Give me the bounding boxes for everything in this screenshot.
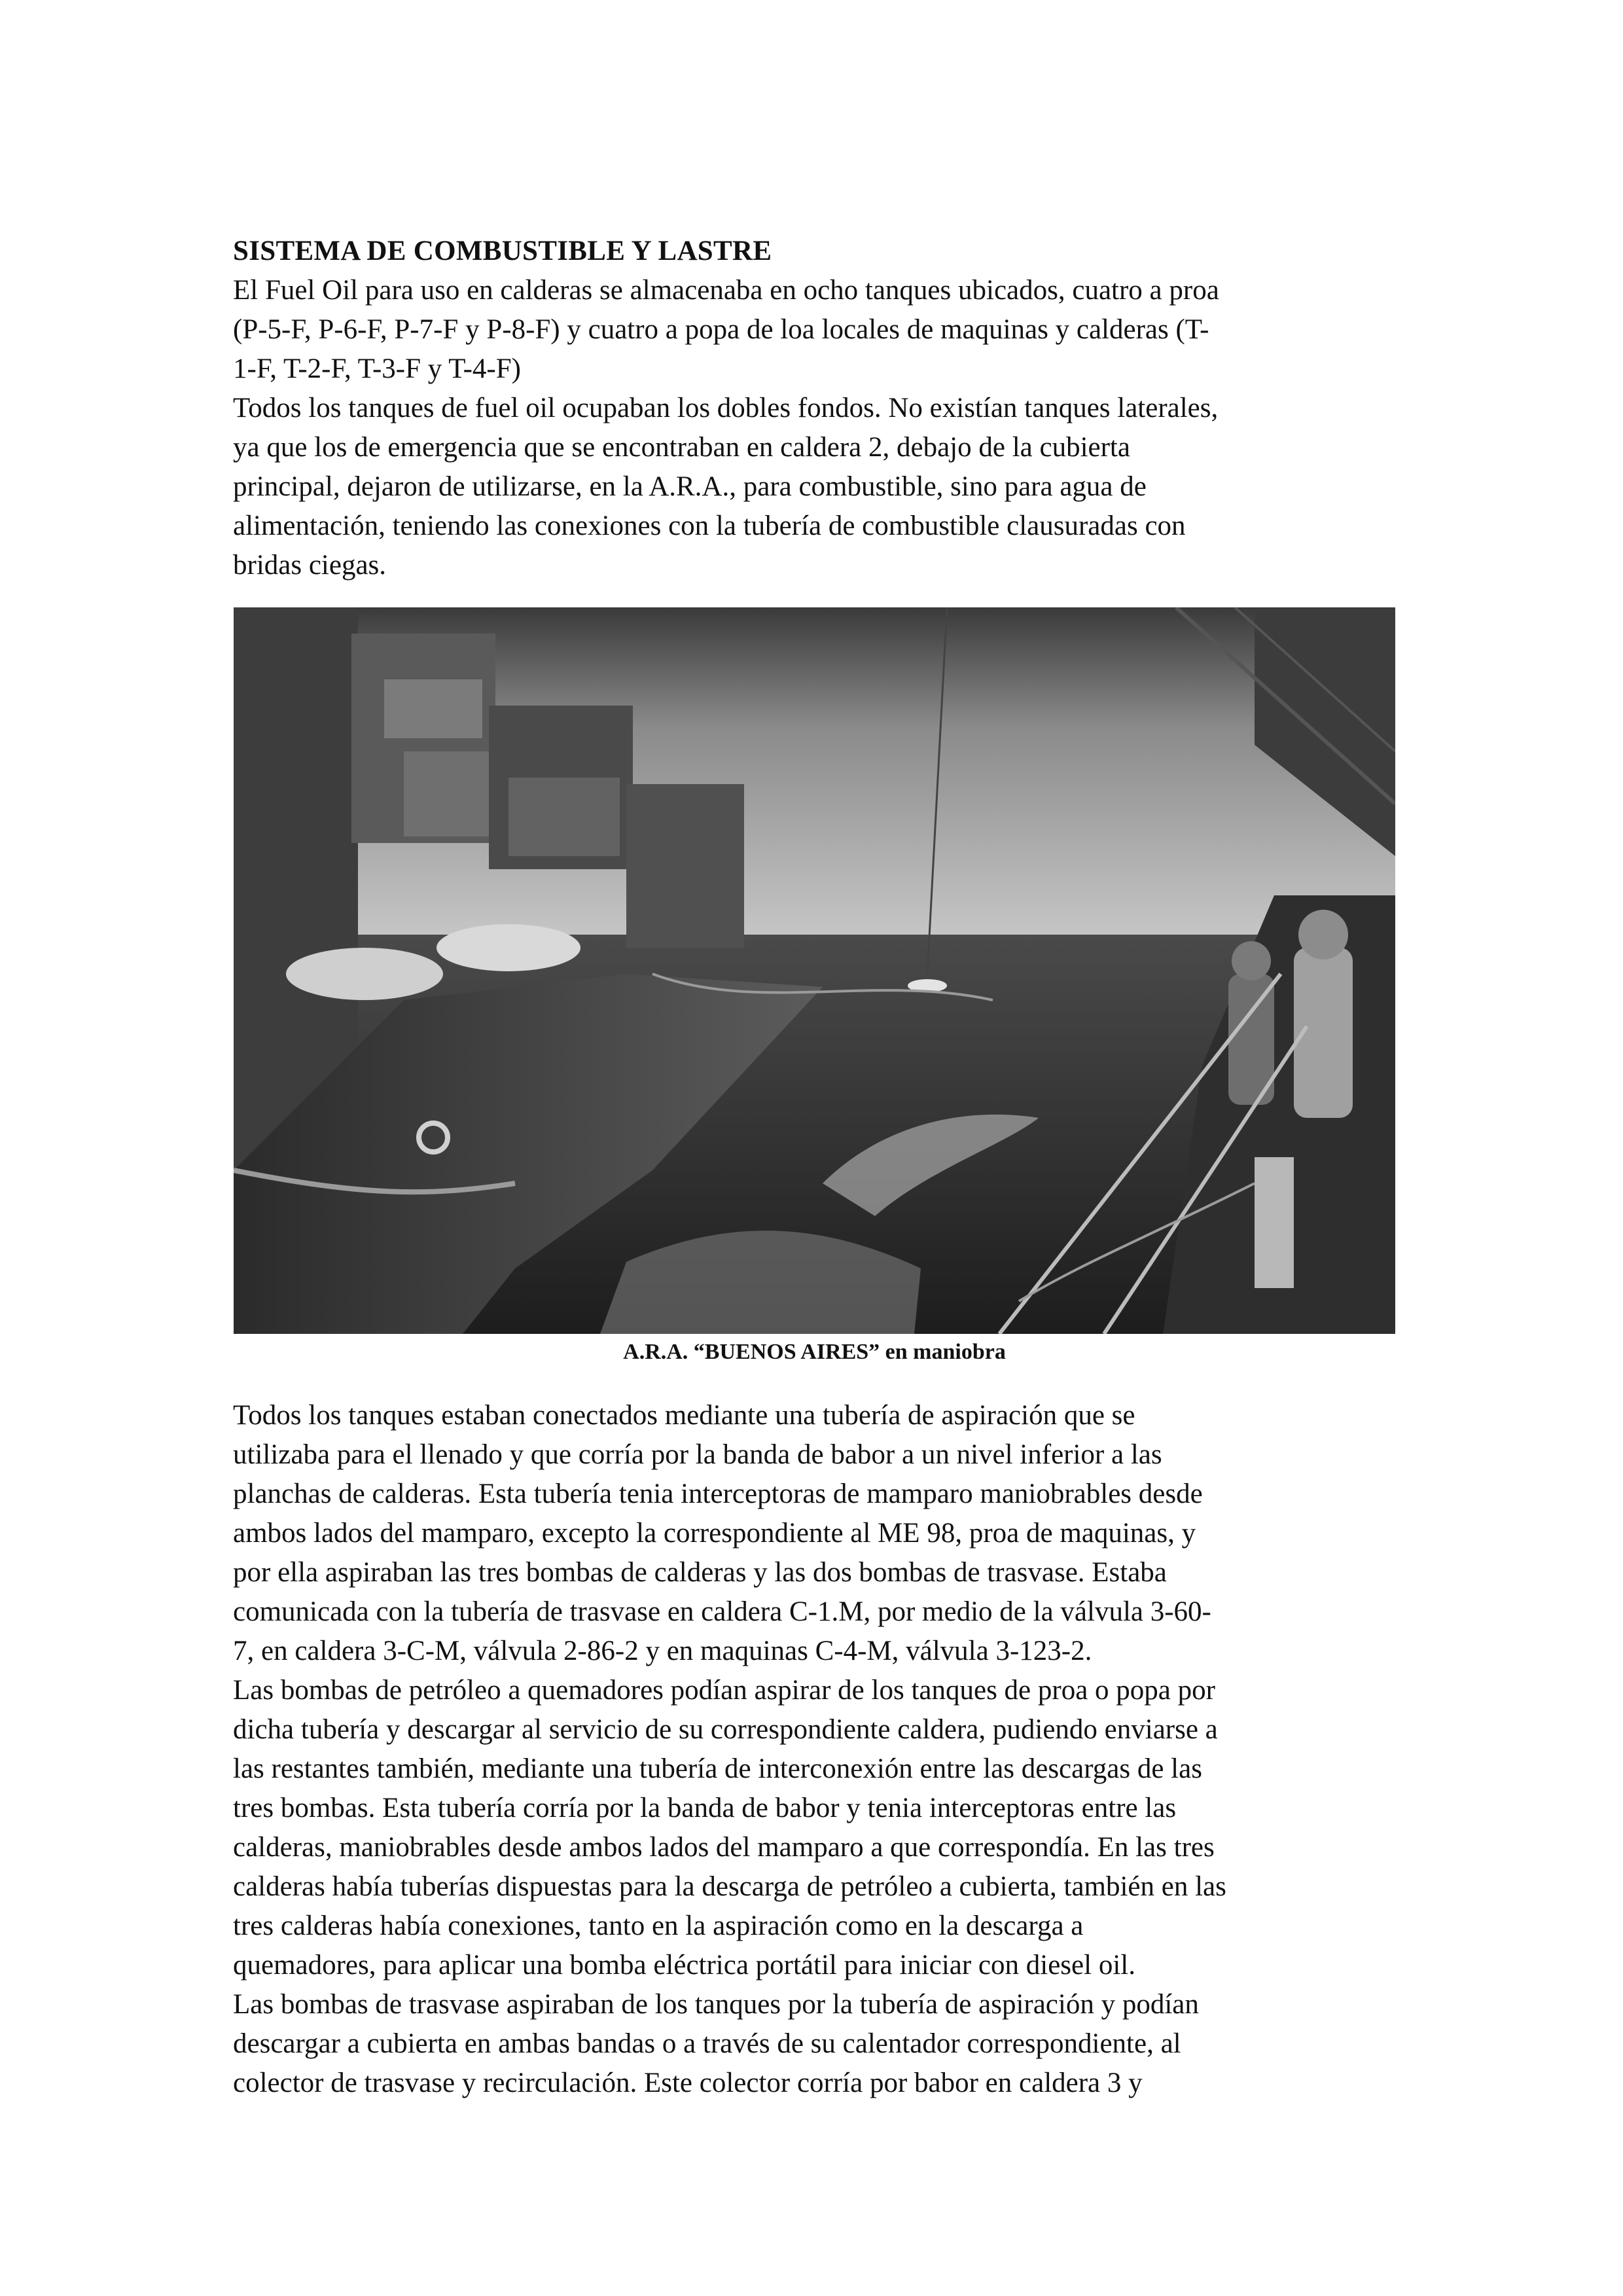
text-line: ambos lados del mamparo, excepto la correspondiente al ME 98, proa de maquinas, y bbox=[233, 1518, 1196, 1549]
text-line: planchas de calderas. Esta tubería tenia interceptoras de mamparo maniobrables desde bbox=[233, 1479, 1203, 1509]
text-line: Todos los tanques estaban conectados mediante una tubería de aspiración que se bbox=[233, 1400, 1135, 1431]
text-line: Todos los tanques de fuel oil ocupaban los dobles fondos. No existían tanques laterales, bbox=[233, 393, 1219, 423]
text-line: por ella aspiraban las tres bombas de calderas y las dos bombas de trasvase. Estaba bbox=[233, 1557, 1167, 1588]
text-line: El Fuel Oil para uso en calderas se almacenaba en ocho tanques ubicados, cuatro a proa bbox=[233, 275, 1219, 306]
text-line: calderas, maniobrables desde ambos lados del mamparo a que correspondía. En las tres bbox=[233, 1832, 1215, 1863]
text-line: 1-F, T-2-F, T-3-F y T-4-F) bbox=[233, 353, 521, 384]
text-line: (P-5-F, P-6-F, P-7-F y P-8-F) y cuatro a popa de loa locales de maquinas y calderas (T- bbox=[233, 314, 1209, 345]
text-line: utilizaba para el llenado y que corría por la banda de babor a un nivel inferior a las bbox=[233, 1439, 1162, 1470]
text-line: comunicada con la tubería de trasvase en caldera C-1.M, por medio de la válvula 3-60- bbox=[233, 1596, 1211, 1627]
text-line: Las bombas de petróleo a quemadores podían aspirar de los tanques de proa o popa por bbox=[233, 1675, 1215, 1706]
text-line: colector de trasvase y recirculación. Este colector corría por babor en caldera 3 y bbox=[233, 2068, 1143, 2098]
text-line: ya que los de emergencia que se encontraban en caldera 2, debajo de la cubierta bbox=[233, 432, 1130, 463]
text-line: calderas había tuberías dispuestas para la descarga de petróleo a cubierta, también en las bbox=[233, 1871, 1226, 1902]
text-line: quemadores, para aplicar una bomba eléctrica portátil para iniciar con diesel oil. bbox=[233, 1950, 1135, 1981]
text-line: bridas ciegas. bbox=[233, 550, 387, 581]
text-line: dicha tubería y descargar al servicio de su correspondiente caldera, pudiendo enviarse a bbox=[233, 1714, 1218, 1745]
body-paragraph bbox=[233, 1396, 1398, 2103]
text-line: las restantes también, mediante una tubería de interconexión entre las descargas de las bbox=[233, 1753, 1202, 1784]
section-heading: SISTEMA DE COMBUSTIBLE Y LASTRE bbox=[233, 236, 772, 266]
text-line: descargar a cubierta en ambas bandas o a través de su calentador correspondiente, al bbox=[233, 2028, 1181, 2059]
ship-photograph bbox=[234, 607, 1395, 1334]
text-line: tres calderas había conexiones, tanto en la aspiración como en la descarga a bbox=[233, 1910, 1084, 1941]
text-line: Las bombas de trasvase aspiraban de los tanques por la tubería de aspiración y podían bbox=[233, 1989, 1199, 2020]
intro-paragraph bbox=[233, 271, 1398, 585]
text-line: 7, en caldera 3-C-M, válvula 2-86-2 y en maquinas C-4-M, válvula 3-123-2. bbox=[233, 1636, 1092, 1666]
text-line: alimentación, teniendo las conexiones con la tubería de combustible clausuradas con bbox=[233, 511, 1186, 541]
text-line: principal, dejaron de utilizarse, en la A.R.A., para combustible, sino para agua de bbox=[233, 471, 1147, 502]
text-line: tres bombas. Esta tubería corría por la banda de babor y tenia interceptoras entre las bbox=[233, 1793, 1177, 1823]
photo-caption: A.R.A. “BUENOS AIRES” en maniobra bbox=[623, 1340, 1006, 1364]
